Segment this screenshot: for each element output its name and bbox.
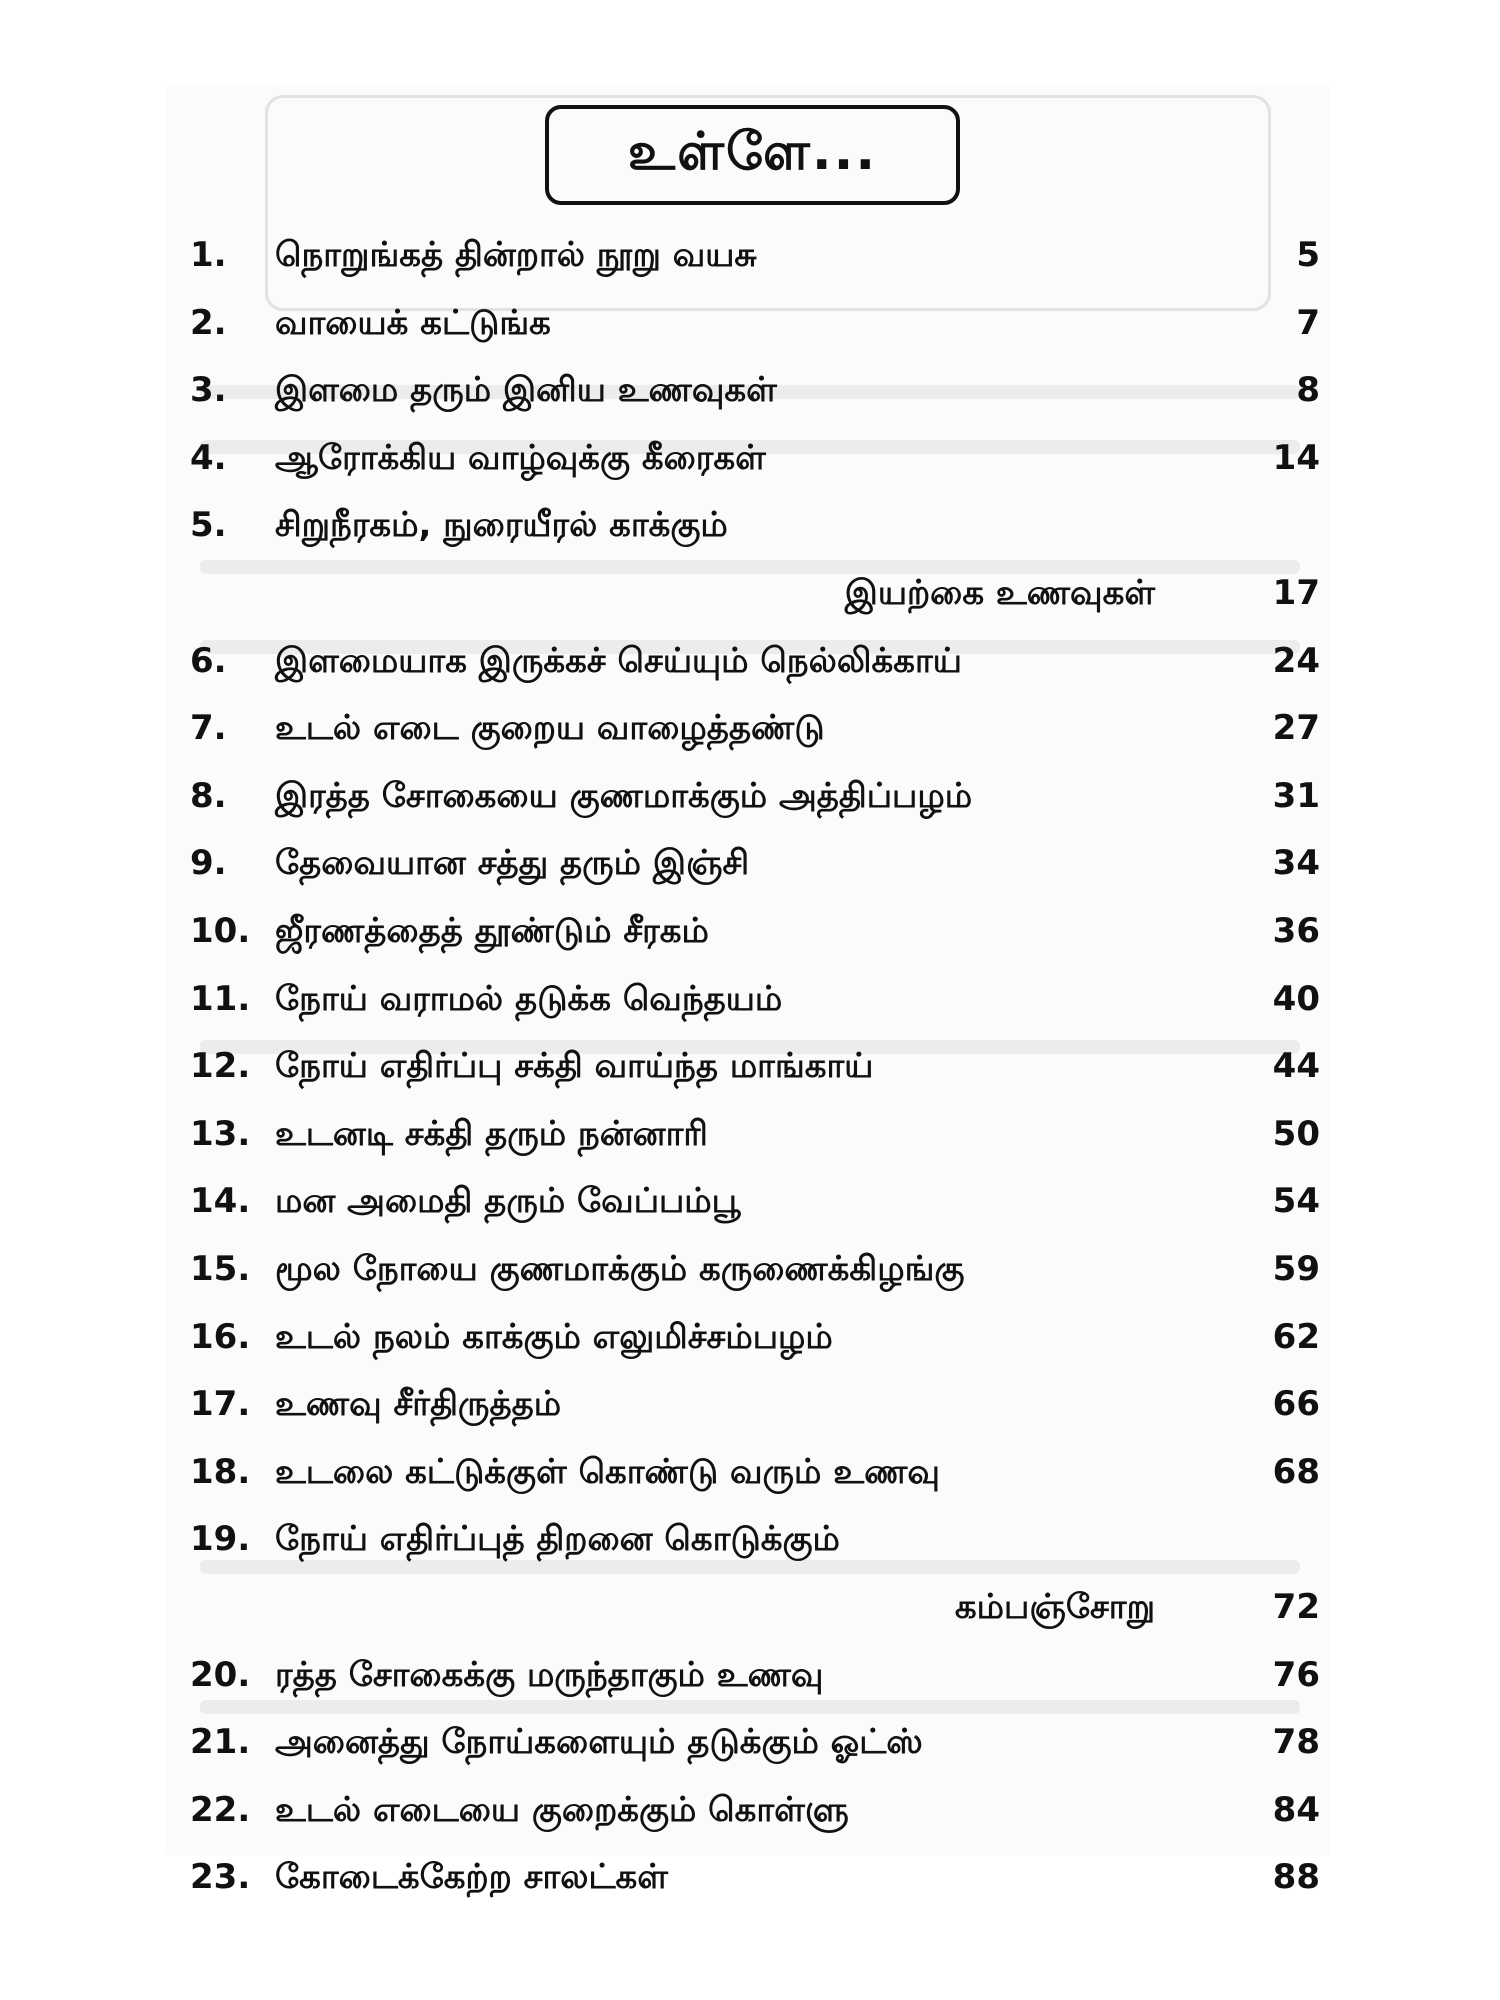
- entry-number: 17.: [190, 1384, 251, 1425]
- entry-page-number: 68: [1272, 1451, 1320, 1492]
- toc-entry: [190, 1307, 1320, 1367]
- contents-heading-box: [545, 105, 960, 205]
- toc-entry: [190, 1374, 1320, 1434]
- entry-page-number: 24: [1272, 640, 1320, 681]
- toc-entry: [190, 1780, 1320, 1840]
- entry-number: 13.: [190, 1113, 251, 1154]
- toc-entry: [190, 1104, 1320, 1164]
- entry-page-number: 8: [1296, 370, 1320, 411]
- entry-number: 12.: [190, 1046, 251, 1087]
- entry-number: 14.: [190, 1181, 251, 1222]
- entry-title: உணவு சீர்திருத்தம்: [275, 1384, 562, 1425]
- entry-number: 16.: [190, 1316, 251, 1357]
- toc-entry: [190, 1847, 1320, 1907]
- entry-page-number: 62: [1272, 1316, 1320, 1357]
- entry-number: 20.: [190, 1654, 251, 1695]
- entry-number: 15.: [190, 1249, 251, 1289]
- entry-title: உடனடி சக்தி தரும் நன்னாரி: [275, 1113, 708, 1154]
- entry-number: 1.: [190, 235, 227, 275]
- entry-number: 10.: [190, 911, 251, 951]
- entry-page-number: 36: [1272, 911, 1320, 951]
- entry-title: இரத்த சோகையை குணமாக்கும் அத்திப்பழம்: [275, 775, 973, 816]
- entry-title: இளமையாக இருக்கச் செய்யும் நெல்லிக்காய்: [275, 640, 962, 681]
- contents-heading: உள்ளே...: [627, 121, 878, 182]
- entry-number: 22.: [190, 1789, 251, 1830]
- toc-entry: [190, 833, 1320, 893]
- entry-number: 4.: [190, 437, 227, 478]
- entry-number: 6.: [190, 640, 227, 681]
- entry-page-number: 88: [1272, 1857, 1320, 1898]
- entry-number: 18.: [190, 1451, 251, 1492]
- entry-title-continuation: இயற்கை உணவுகள்: [844, 573, 1155, 613]
- entry-number: 21.: [190, 1722, 251, 1763]
- toc-entry-continuation: [190, 563, 1320, 623]
- toc-entry: [190, 428, 1320, 488]
- toc-entry: [190, 1712, 1320, 1772]
- toc-entry: [190, 1645, 1320, 1705]
- entry-title: வாயைக் கட்டுங்க: [275, 302, 551, 343]
- toc-entry: [190, 1171, 1320, 1231]
- toc-entry: [190, 698, 1320, 758]
- entry-title: கோடைக்கேற்ற சாலட்கள்: [275, 1857, 668, 1898]
- entry-number: 9.: [190, 843, 227, 884]
- toc-entry: [190, 901, 1320, 961]
- entry-title: தேவையான சத்து தரும் இஞ்சி: [275, 843, 750, 884]
- toc-entry-continuation: [190, 1577, 1320, 1637]
- entry-page-number: 5: [1296, 235, 1320, 275]
- entry-page-number: 7: [1296, 302, 1320, 343]
- entry-number: 2.: [190, 302, 227, 343]
- entry-page-number: 78: [1272, 1722, 1320, 1763]
- toc-entry: [190, 969, 1320, 1029]
- entry-title-continuation: கம்பஞ்சோறு: [954, 1587, 1155, 1627]
- entry-title: ஆரோக்கிய வாழ்வுக்கு கீரைகள்: [275, 437, 766, 478]
- entry-page-number: 40: [1272, 978, 1320, 1019]
- toc-entry: [190, 631, 1320, 691]
- toc-entry: [190, 1509, 1320, 1569]
- entry-page-number: 17: [1272, 573, 1320, 613]
- entry-title: உடல் நலம் காக்கும் எலுமிச்சம்பழம்: [275, 1316, 833, 1357]
- entry-title: சிறுநீரகம், நுரையீரல் காக்கும்: [275, 505, 728, 546]
- toc-entry: [190, 360, 1320, 420]
- entry-number: 5.: [190, 505, 227, 546]
- entry-title: ஜீரணத்தைத் தூண்டும் சீரகம்: [275, 911, 709, 951]
- entry-title: இளமை தரும் இனிய உணவுகள்: [275, 370, 777, 411]
- entry-page-number: 84: [1272, 1789, 1320, 1830]
- entry-page-number: 76: [1272, 1654, 1320, 1695]
- entry-page-number: 14: [1272, 437, 1320, 478]
- entry-title: உடலை கட்டுக்குள் கொண்டு வரும் உணவு: [275, 1451, 940, 1492]
- entry-title: மூல நோயை குணமாக்கும் கருணைக்கிழங்கு: [275, 1249, 965, 1289]
- entry-page-number: 50: [1272, 1113, 1320, 1154]
- entry-page-number: 34: [1272, 843, 1320, 884]
- entry-title: ரத்த சோகைக்கு மருந்தாகும் உணவு: [275, 1654, 824, 1695]
- entry-number: 8.: [190, 775, 227, 816]
- entry-page-number: 66: [1272, 1384, 1320, 1425]
- entry-page-number: 54: [1272, 1181, 1320, 1222]
- entry-page-number: 27: [1272, 708, 1320, 749]
- entry-number: 3.: [190, 370, 227, 411]
- entry-number: 7.: [190, 708, 227, 749]
- toc-entry: [190, 1239, 1320, 1299]
- entry-page-number: 44: [1272, 1046, 1320, 1087]
- entry-title: உடல் எடை குறைய வாழைத்தண்டு: [275, 708, 825, 749]
- entry-page-number: 31: [1272, 775, 1320, 816]
- entry-page-number: 72: [1272, 1587, 1320, 1627]
- entry-number: 19.: [190, 1519, 251, 1560]
- entry-page-number: 59: [1272, 1249, 1320, 1289]
- toc-entry: [190, 1442, 1320, 1502]
- entry-title: உடல் எடையை குறைக்கும் கொள்ளு: [275, 1789, 849, 1830]
- entry-number: 11.: [190, 978, 251, 1019]
- toc-entry: [190, 293, 1320, 353]
- toc-entry: [190, 1036, 1320, 1096]
- entry-number: 23.: [190, 1857, 251, 1898]
- toc-entry: [190, 495, 1320, 555]
- entry-title: மன அமைதி தரும் வேப்பம்பூ: [275, 1181, 741, 1222]
- entry-title: நோய் எதிர்ப்பு சக்தி வாய்ந்த மாங்காய்: [275, 1046, 874, 1087]
- entry-title: நொறுங்கத் தின்றால் நூறு வயசு: [275, 235, 757, 275]
- toc-entry: [190, 225, 1320, 285]
- entry-title: நோய் வராமல் தடுக்க வெந்தயம்: [275, 978, 783, 1019]
- entry-title: அனைத்து நோய்களையும் தடுக்கும் ஓட்ஸ்: [275, 1722, 923, 1763]
- entry-title: நோய் எதிர்ப்புத் திறனை கொடுக்கும்: [275, 1519, 840, 1560]
- toc-entry: [190, 766, 1320, 826]
